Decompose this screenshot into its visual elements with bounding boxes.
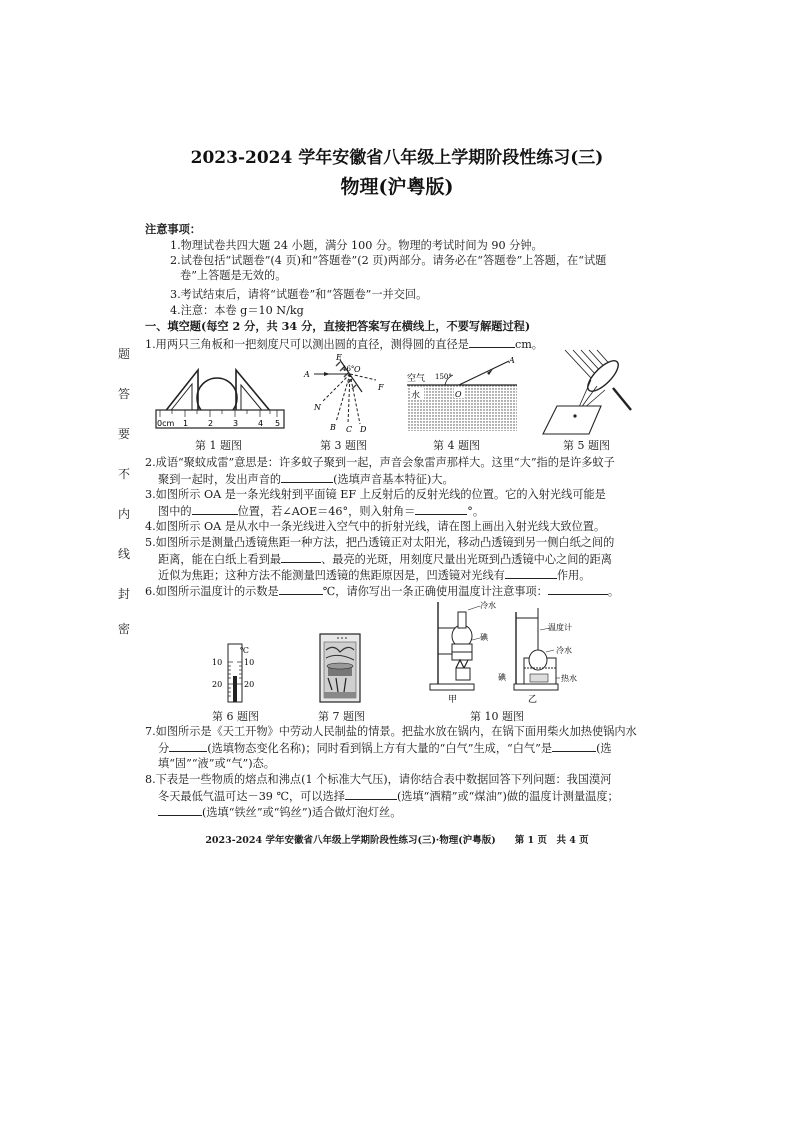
question-7: 7.如图所示是《天工开物》中劳动人民制盐的情景。把盐水放在锅内，在锅下面用柴火加热使锅内水 — [145, 725, 637, 738]
cold-water-label: 冷水 — [556, 646, 572, 655]
ruler-tick: 2 — [208, 419, 214, 428]
label-O: O — [354, 365, 361, 374]
question-7-cont: 分 (选填物态变化名称)；同时看到锅上方有大量的“白气”生成，“白气”是 (选 — [158, 742, 612, 755]
hot-water-label: 热水 — [561, 674, 577, 683]
answer-blank[interactable] — [281, 551, 321, 563]
figure-4-refraction — [405, 355, 520, 435]
question-4: 4.如图所示 OA 是从水中一条光线进入空气中的折射光线，请在图上画出入射光线大致位置。 — [145, 520, 606, 533]
figure-7-salt-making-illustration — [318, 632, 362, 704]
label-C: C — [346, 425, 353, 434]
answer-blank[interactable] — [505, 567, 557, 579]
side-char: 线 — [118, 547, 131, 561]
figure-5-caption: 第 5 题图 — [563, 439, 610, 452]
figure-10-caption: 第 10 题图 — [470, 710, 524, 723]
figure-6-thermometer — [210, 642, 262, 704]
answer-blank[interactable] — [415, 503, 467, 515]
label-O: O — [455, 390, 462, 399]
answer-blank[interactable] — [345, 788, 397, 800]
label-B: B — [330, 423, 336, 432]
scale-label: 20 — [244, 680, 255, 689]
label-D: D — [360, 425, 367, 434]
question-8-cont: 冬天最低气温可达－39 ℃，可以选择 (选填“酒精”或“煤油”)做的温度计测量温度； — [158, 790, 619, 803]
section-heading: 一、填空题(每空 2 分，共 34 分，直接把答案写在横线上，不要写解题过程) — [145, 319, 531, 333]
iodine-label: 碘 — [498, 673, 506, 682]
question-1: 1.用两只三角板和一把刻度尺可以测出圆的直径，测得圆的直径是 cm。 — [145, 338, 543, 351]
notice-heading: 注意事项： — [145, 222, 201, 236]
notice-item: 3.考试结束后，请将“试题卷”和“答题卷”一并交回。 — [170, 288, 428, 301]
figure-7-caption: 第 7 题图 — [318, 710, 365, 723]
ruler-tick: 5 — [275, 419, 281, 428]
question-6: 6.如图所示温度计的示数是 ℃，请你写出一条正确使用温度计注意事项： 。 — [145, 585, 620, 598]
angle-label: 46° — [342, 365, 355, 373]
figure-4-caption: 第 4 题图 — [433, 439, 480, 452]
notice-item: 2.试卷包括“试题卷”(4 页)和“答题卷”(2 页)两部分。请务必在“答题卷”上答题，在“试题 — [170, 254, 607, 267]
ruler-zero: 0cm — [157, 419, 175, 428]
answer-blank[interactable] — [158, 804, 202, 816]
page-footer: 2023-2024 学年安徽省八年级上学期阶段性练习(三)·物理(沪粤版) 第 1 页 共 4 页 — [205, 835, 589, 846]
apparatus-jia-label: 甲 — [448, 695, 458, 705]
thermometer-label: 温度计 — [548, 623, 572, 632]
water-label: 水 — [411, 391, 421, 401]
answer-blank[interactable] — [552, 740, 596, 752]
apparatus-yi-label: 乙 — [528, 695, 538, 705]
label-N: N — [314, 403, 321, 412]
notice-item: 4.注意：本卷 g＝10 N/kg — [170, 304, 304, 317]
question-8-cont2: (选填“铁丝”或“钨丝”)适合做灯泡灯丝。 — [158, 804, 401, 820]
label-F: F — [378, 383, 384, 392]
side-char: 答 — [118, 387, 131, 401]
question-5-cont: 距离，能在白纸上看到最 、最亮的光斑，用刻度尺量出光斑到凸透镜中心之间的距离 — [158, 553, 612, 566]
figure-3-mirror — [300, 352, 390, 434]
figure-6-caption: 第 6 题图 — [212, 710, 259, 723]
question-2: 2.成语“聚蚊成雷”意思是：许多蚊子聚到一起，声音会象雷声那样大。这里“大”指的是许多蚊子 — [145, 456, 615, 469]
side-char: 不 — [118, 467, 131, 481]
side-char: 题 — [118, 347, 131, 361]
notice-item: 1.物理试卷共四大题 24 小题，满分 100 分。物理的考试时间为 90 分钟。 — [170, 239, 543, 252]
unit-label: ℃ — [240, 646, 249, 655]
question-3-cont: 图中的 位置，若∠AOE＝46°，则入射角＝ °。 — [158, 505, 485, 518]
scale-label: 20 — [212, 680, 223, 689]
ruler-tick: 3 — [233, 419, 239, 428]
ruler-tick: 4 — [258, 419, 264, 428]
cold-water-label: 冷水 — [480, 601, 496, 610]
label-A: A — [304, 370, 310, 379]
exam-subtitle: 物理(沪粤版) — [340, 176, 454, 198]
scale-label: 10 — [212, 658, 223, 667]
side-char: 封 — [118, 587, 131, 601]
label-E: E — [336, 353, 342, 362]
figure-10-sublimation-apparatus — [420, 598, 595, 710]
label-A: A — [509, 356, 515, 365]
figure-1-caption: 第 1 题图 — [195, 439, 242, 452]
angle-label: 150° — [435, 373, 452, 381]
answer-blank[interactable] — [192, 503, 238, 515]
answer-blank[interactable] — [281, 471, 333, 483]
figure-3-caption: 第 3 题图 — [320, 439, 367, 452]
question-5-cont2: 近似为焦距；这种方法不能测量凹透镜的焦距原因是，凹透镜对光线有 作用。 — [158, 569, 591, 582]
question-2-cont: 聚到一起时，发出声音的 (选填声音基本特征)大。 — [158, 473, 454, 486]
answer-blank[interactable] — [169, 740, 207, 752]
side-char: 要 — [118, 427, 131, 441]
notice-item: 卷”上答题是无效的。 — [180, 269, 287, 282]
scale-label: 10 — [244, 658, 255, 667]
answer-blank[interactable] — [279, 583, 323, 595]
question-3: 3.如图所示 OA 是一条光线射到平面镜 EF 上反射后的反射光线的位置。它的入射光线可能是 — [145, 488, 606, 501]
answer-blank[interactable] — [469, 336, 515, 348]
air-label: 空气 — [407, 374, 426, 384]
side-char: 密 — [118, 622, 131, 636]
iodine-label: 碘 — [480, 633, 488, 642]
exam-title: 2023-2024 学年安徽省八年级上学期阶段性练习(三) — [190, 148, 604, 168]
ruler-tick: 1 — [183, 419, 189, 428]
side-char: 内 — [118, 507, 131, 521]
binding-line-text — [118, 345, 132, 635]
figure-1-triangles-ruler — [152, 360, 287, 432]
answer-blank[interactable] — [548, 583, 608, 595]
question-7-cont2: 填“固”“液”或“气”)态。 — [158, 757, 275, 770]
question-8: 8.下表是一些物质的熔点和沸点(1 个标准大气压)，请你结合表中数据回答下列问题：我国漠河 — [145, 773, 612, 786]
question-5: 5.如图所示是测量凸透镜焦距一种方法，把凸透镜正对太阳光，移动凸透镜到另一侧白纸之间的 — [145, 536, 615, 549]
figure-5-convex-lens — [535, 348, 635, 436]
